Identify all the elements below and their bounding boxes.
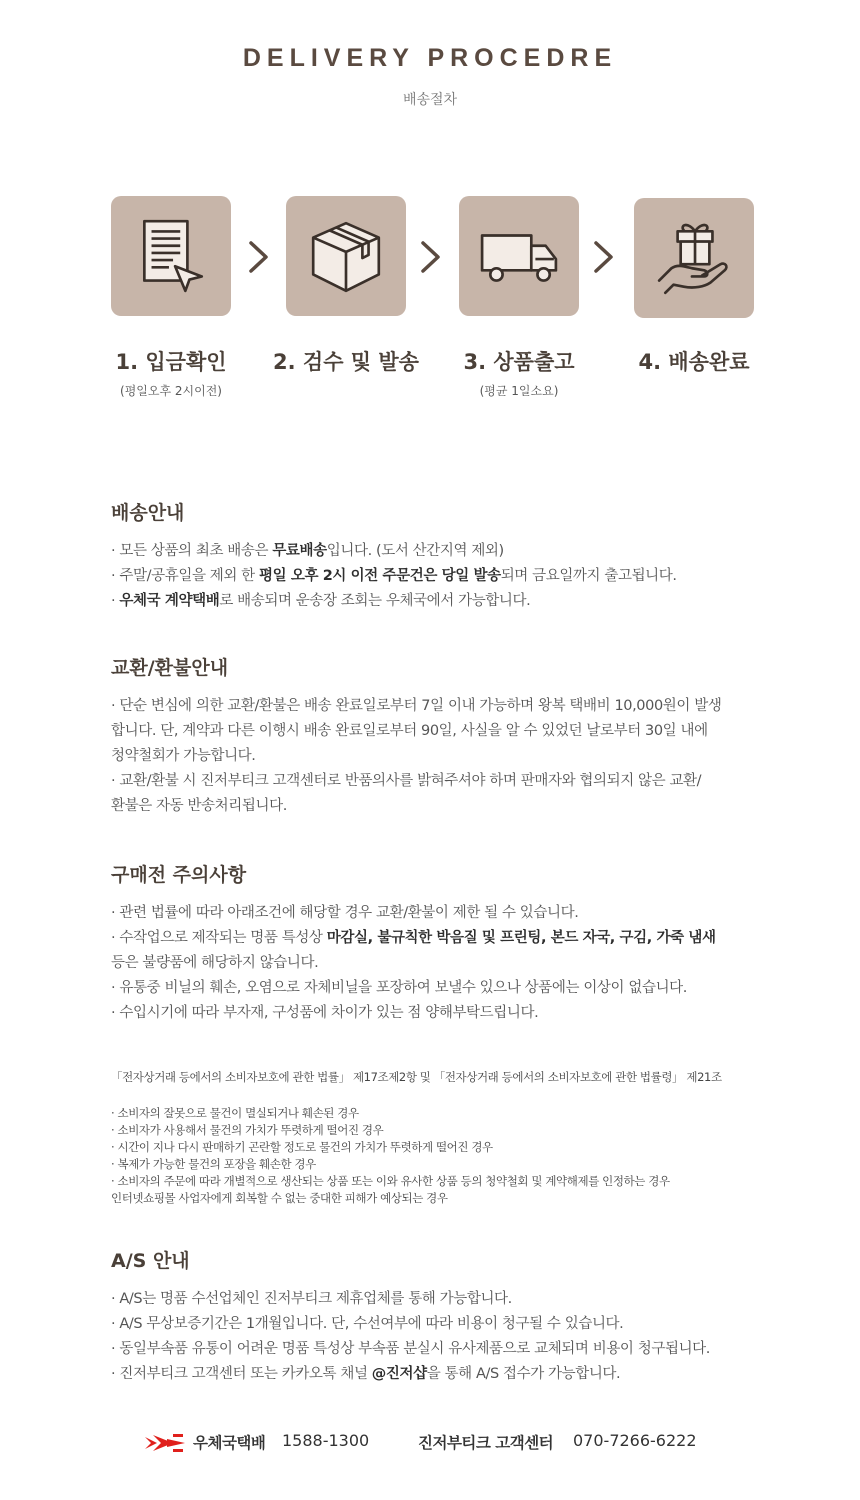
step-4-box	[634, 198, 754, 318]
chevron-right-icon	[248, 240, 270, 274]
text-line: 환불은 자동 반송처리됩니다.	[111, 798, 287, 814]
text-line: 청약철회가 가능합니다.	[111, 748, 256, 764]
law-notice	[111, 1069, 811, 1207]
contact-footer	[0, 1428, 860, 1458]
section-title: 배송안내	[111, 502, 185, 524]
step-3-label: 3. 상품출고	[463, 350, 575, 374]
list-item: · 시간이 지나 다시 판매하기 곤란할 정도로 물건의 가치가 뚜렷하게 떨어진 경우	[111, 1140, 493, 1154]
text-line: · 수작업으로 제작되는 명품 특성상 마감실, 불규칙한 박음질 및 프린팅, 본드 자국, 구김, 가죽 냄새	[111, 930, 716, 946]
box-icon	[305, 215, 387, 297]
document-cursor-icon	[130, 215, 212, 297]
text-line: · 동일부속품 유통이 어려운 명품 특성상 부속품 분실시 유사제품으로 교체되며 비용이 청구됩니다.	[111, 1341, 710, 1357]
law-title: 「전자상거래 등에서의 소비자보호에 관한 법률」 제17조제2항 및 「전자상거래 등에서의 소비자보호에 관한 법률령」 제21조	[111, 1070, 722, 1084]
page-subtitle: 배송절차	[402, 92, 458, 108]
list-item: · 모든 상품의 최초 배송은 무료배송입니다. (도서 산간지역 제외)	[111, 543, 504, 559]
list-item: · 우체국 계약택배로 배송되며 운송장 조회는 우체국에서 가능합니다.	[111, 593, 531, 609]
exchange-refund-section	[111, 653, 791, 819]
truck-icon	[478, 215, 560, 297]
courier-name: 우체국택배	[193, 1434, 266, 1452]
customer-center-name: 진저부티크 고객센터	[418, 1434, 554, 1452]
step-3-box	[459, 196, 579, 316]
text-line: · 단순 변심에 의한 교환/환불은 배송 완료일로부터 7일 이내 가능하며 왕복 택배비 10,000원이 발생	[111, 698, 722, 714]
list-item: · 복제가 가능한 물건의 포장을 훼손한 경우	[111, 1157, 316, 1171]
after-service-section	[111, 1246, 791, 1387]
step-2-label: 2. 검수 및 발송	[273, 350, 419, 374]
step-3-note: (평균 1일소요)	[479, 384, 559, 398]
text-line: · 진저부티크 고객센터 또는 카카오톡 채널 @진저샵을 통해 A/S 접수가 가능합니다.	[111, 1366, 621, 1382]
text-line: 등은 불량품에 해당하지 않습니다.	[111, 955, 319, 971]
text-line: · 수입시기에 따라 부자재, 구성품에 차이가 있는 점 양해부탁드립니다.	[111, 1005, 539, 1021]
text-line: · A/S는 명품 수선업체인 진저부티크 제휴업체를 통해 가능합니다.	[111, 1291, 512, 1307]
text-line: · 유통중 비닐의 훼손, 오염으로 자체비닐을 포장하여 보낼수 있으나 상품에는 이상이 없습니다.	[111, 980, 687, 996]
text-line: 합니다. 단, 계약과 다른 이행시 배송 완료일로부터 90일, 사실을 알 수 있었던 날로부터 30일 내에	[111, 723, 708, 739]
text-line: · 교환/환불 시 진저부티크 고객센터로 반품의사를 밝혀주셔야 하며 판매자와 협의되지 않은 교환/	[111, 773, 702, 789]
post-office-logo-icon	[143, 1431, 187, 1455]
step-1-box	[111, 196, 231, 316]
chevron-right-icon	[420, 240, 442, 274]
page-title: DELIVERY PROCEDRE	[242, 44, 618, 72]
text-line: · 관련 법률에 따라 아래조건에 해당할 경우 교환/환불이 제한 될 수 있습니다.	[111, 905, 579, 921]
list-item: · 주말/공휴일을 제외 한 평일 오후 2시 이전 주문건은 당일 발송되며 금요일까지 출고됩니다.	[111, 568, 677, 584]
shipping-info-section	[111, 498, 791, 614]
law-list	[111, 1105, 811, 1207]
list-item: 인터넷쇼핑몰 사업자에게 회복할 수 없는 중대한 피해가 예상되는 경우	[111, 1191, 448, 1205]
section-title: 교환/환불안내	[111, 657, 229, 679]
step-1-label: 1. 입금확인	[115, 350, 227, 374]
text-line: · A/S 무상보증기간은 1개월입니다. 단, 수선여부에 따라 비용이 청구될 수 있습니다.	[111, 1316, 624, 1332]
chevron-right-icon	[593, 240, 615, 274]
list-item: · 소비자의 주문에 따라 개별적으로 생산되는 상품 또는 이와 유사한 상품 등의 청약철회 및 계약해제를 인정하는 경우	[111, 1174, 670, 1188]
gift-hand-icon	[653, 217, 735, 299]
customer-center-phone[interactable]: 070-7266-6222	[573, 1431, 697, 1450]
step-2-box	[286, 196, 406, 316]
step-1-note: (평일오후 2시이전)	[120, 384, 222, 398]
step-4-label: 4. 배송완료	[638, 350, 750, 374]
section-title: A/S 안내	[111, 1250, 190, 1272]
list-item: · 소비자가 사용해서 물건의 가치가 뚜렷하게 떨어진 경우	[111, 1123, 384, 1137]
purchase-caution-section	[111, 860, 791, 1026]
courier-phone[interactable]: 1588-1300	[282, 1431, 370, 1450]
delivery-steps	[0, 196, 860, 416]
page-header	[0, 44, 860, 109]
section-title: 구매전 주의사항	[111, 864, 247, 886]
list-item: · 소비자의 잘못으로 물건이 멸실되거나 훼손된 경우	[111, 1106, 359, 1120]
